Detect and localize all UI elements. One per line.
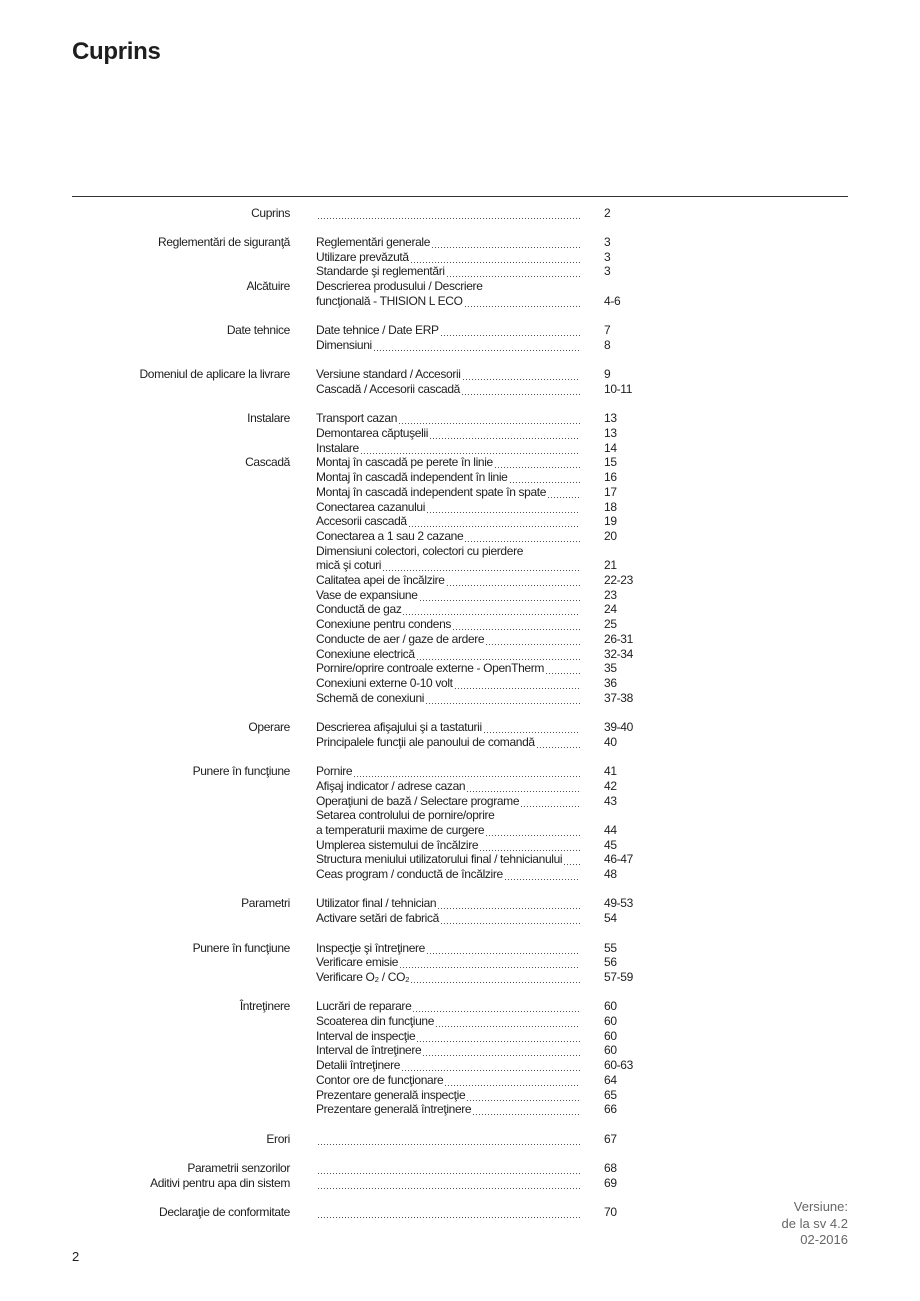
toc-section-label: Parametri [241,896,290,911]
toc-page-number: 3 [604,249,611,264]
toc-entry[interactable] [316,250,580,265]
toc-entry[interactable] [316,206,580,221]
toc-entry-text: Contor ore de funcţionare [316,1072,444,1087]
toc-row [0,411,920,426]
toc-entry-text: Verificare emisie [316,955,399,970]
toc-entry-text: Dimensiuni colectori, colectori cu pierdere [316,543,524,558]
toc-entry[interactable] [316,573,580,588]
toc-row [0,867,920,882]
toc-section-label: Cuprins [251,205,290,220]
dot-leader [382,558,580,573]
dot-leader [426,500,580,515]
toc-row [0,691,920,706]
dot-leader [410,250,580,265]
dot-leader [416,1029,580,1044]
toc-row [0,1132,920,1147]
toc-entry-text: Conducte de aer / gaze de ardere [316,631,485,646]
toc-row [0,1176,920,1191]
toc-entry-text: Montaj în cascadă independent în linie [316,470,508,485]
toc-entry[interactable] [316,896,580,911]
toc-row [0,1014,920,1029]
toc-entry[interactable] [316,852,580,867]
toc-row [0,573,920,588]
toc-row [0,367,920,382]
toc-entry[interactable] [316,661,580,676]
toc-row [0,808,920,823]
toc-section-label: Date tehnice [226,323,290,338]
toc-entry[interactable] [316,764,580,779]
toc-page-number: 68 [604,1161,617,1175]
toc-page-number: 21 [604,558,617,573]
toc-entry-text: Utilizare prevăzută [316,249,409,264]
dot-leader [317,1205,580,1220]
toc-row [0,1073,920,1088]
toc-entry-text: funcţională - THISION L ECO [316,293,463,308]
toc-entry-text: Afişaj indicator / adrese cazan [316,778,466,793]
toc-page-number: 60 [604,999,617,1014]
toc-entry-text: Descrierea produsului / Descriere [316,279,483,293]
toc-entry[interactable] [316,279,580,294]
toc-row [0,852,920,867]
dot-leader [437,896,580,911]
toc-section-label: Întreţinere [239,999,290,1014]
toc-entry[interactable] [316,602,580,617]
dot-leader [563,852,580,867]
toc-entry[interactable] [316,529,580,544]
dot-leader [461,382,580,397]
toc-row [0,455,920,470]
toc-entry[interactable] [316,632,580,647]
toc-page-number: 70 [604,1205,617,1220]
toc-entry[interactable] [316,382,580,397]
toc-entry-text: Date tehnice / Date ERP [316,323,439,338]
toc-section-label: Alcătuire [246,279,290,293]
toc-page-number: 42 [604,778,617,793]
header-divider [72,196,848,197]
toc-entry[interactable] [316,323,580,338]
toc-entry[interactable] [316,558,580,573]
toc-entry-text: Interval de inspecţie [316,1028,416,1043]
toc-row [0,617,920,632]
toc-row [0,1102,920,1117]
toc-entry-text: Interval de întreţinere [316,1043,422,1058]
toc-entry[interactable] [316,1205,580,1220]
toc-row [0,235,920,250]
toc-entry[interactable] [316,1102,580,1117]
dot-leader [446,573,580,588]
toc-entry-text: Dimensiuni [316,337,372,352]
dot-leader [435,1014,580,1029]
dot-leader [401,1058,580,1073]
toc-entry[interactable] [316,470,580,485]
toc-row [0,647,920,662]
toc-page-number: 35 [604,661,617,676]
toc-entry-text: Conexiuni externe 0-10 volt [316,675,453,690]
toc-row [0,250,920,265]
toc-entry-text: Descrierea afişajului şi a tastaturii [316,720,482,734]
toc-page-number: 49-53 [604,896,633,911]
toc-page-number: 40 [604,734,617,749]
toc-section-label: Declaraţie de conformitate [159,1205,290,1220]
dot-leader [402,602,580,617]
toc-row [0,1043,920,1058]
toc-row [0,911,920,926]
toc-entry[interactable] [316,1132,580,1147]
version-number: de la sv 4.2 [781,1215,848,1231]
toc-row [0,1058,920,1073]
toc-entry[interactable] [316,1043,580,1058]
toc-entry-text: Prezentare generală inspecţie [316,1087,466,1102]
toc-page-number: 13 [604,411,617,426]
toc-entry[interactable] [316,294,580,309]
dot-leader [464,529,580,544]
toc-page-number: 41 [604,764,617,779]
toc-page-number: 55 [604,940,617,955]
toc-page-number: 69 [604,1175,617,1190]
dot-leader [410,970,580,985]
toc-entry[interactable] [316,867,580,882]
toc-entry[interactable] [316,720,580,735]
toc-entry-text: Principalele funcţii ale panoului de comandă [316,734,535,749]
toc-entry[interactable] [316,941,580,956]
toc-entry-text: Structura meniului utilizatorului final / tehnicianului [316,852,563,867]
toc-row [0,514,920,529]
toc-page-number: 60-63 [604,1058,633,1073]
toc-page-number: 7 [604,323,611,338]
toc-page-number: 13 [604,426,617,440]
toc-row [0,794,920,809]
toc-entry[interactable] [316,500,580,515]
toc-entry-text: Activare setări de fabrică [316,911,439,926]
toc-row [0,896,920,911]
toc-row [0,970,920,985]
toc-row [0,632,920,647]
toc-page-number: 60 [604,1028,617,1043]
toc-entry[interactable] [316,455,580,470]
dot-leader [462,367,580,382]
page-title: Cuprins [72,38,161,65]
dot-leader [426,941,580,956]
toc-row [0,779,920,794]
dot-leader [466,1088,580,1103]
toc-entry[interactable] [316,1014,580,1029]
dot-leader [504,867,580,882]
toc-entry[interactable] [316,411,580,426]
toc-row [0,338,920,353]
toc-entry[interactable] [316,1176,580,1191]
toc-section-label: Punere în funcţiune [192,764,290,779]
toc-entry-text: Montaj în cascadă independent spate în spate [316,484,547,499]
toc-entry[interactable] [316,676,580,691]
dot-leader [466,779,580,794]
toc-page-number: 44 [604,822,617,837]
toc-row [0,426,920,441]
toc-entry-text: Schemă de conexiuni [316,690,425,705]
toc-page-number: 16 [604,470,617,485]
toc-entry-text: Conectarea a 1 sau 2 cazane [316,528,464,543]
toc-entry-text: Transport cazan [316,411,398,426]
toc-page-number: 56 [604,955,617,970]
toc-entry-text: Pornire/oprire controale externe - OpenTherm [316,661,545,676]
toc-page-number: 26-31 [604,631,633,646]
toc-entry[interactable] [316,1161,580,1176]
toc-row [0,955,920,970]
toc-row [0,999,920,1014]
toc-section-label: Instalare [247,411,290,426]
toc-entry[interactable] [316,514,580,529]
toc-entry[interactable] [316,588,580,603]
toc-row [0,382,920,397]
toc-page-number: 65 [604,1087,617,1102]
toc-entry-text: Reglementări generale [316,234,431,249]
toc-entry-text: Pornire [316,764,353,779]
dot-leader [494,455,580,470]
toc-row [0,1029,920,1044]
dot-leader [547,485,580,500]
toc-page-number: 37-38 [604,690,633,705]
toc-row [0,470,920,485]
dot-leader [317,206,580,221]
toc-entry-text: Standarde şi reglementări [316,264,445,279]
toc-page-number: 48 [604,867,617,881]
toc-entry-text: Conexiune electrică [316,646,415,661]
toc-entry-text: Calitatea apei de încălzire [316,573,445,587]
toc-page-number: 3 [604,264,611,279]
toc-entry[interactable] [316,794,580,809]
toc-row [0,558,920,573]
toc-entry-text: Instalare [316,440,359,455]
toc-page-number: 39-40 [604,720,633,734]
dot-leader [416,647,580,662]
dot-leader [545,661,580,676]
dot-leader [399,955,580,970]
toc-entry-text: Conductă de gaz [316,602,402,617]
toc-row [0,838,920,853]
toc-row [0,279,920,294]
toc-entry-text: Prezentare generală întreţinere [316,1102,472,1117]
toc-section-label: Operare [248,720,290,734]
toc-entry-text: Detalii întreţinere [316,1058,401,1073]
toc-section-label: Aditivi pentru apa din sistem [150,1175,290,1190]
toc-entry-text: Conectarea cazanului [316,499,426,514]
toc-section-label: Erori [266,1131,290,1146]
dot-leader [353,764,580,779]
toc-entry[interactable] [316,235,580,250]
dot-leader [454,676,580,691]
dot-leader [485,823,580,838]
toc-row [0,206,920,221]
dot-leader [440,323,580,338]
toc-entry[interactable] [316,264,580,279]
toc-entry-text: Conexiune pentru condens [316,617,452,632]
toc-entry[interactable] [316,691,580,706]
toc-section-label: Domeniul de aplicare la livrare [139,367,290,382]
dot-leader [429,426,580,441]
toc-row [0,764,920,779]
dot-leader [464,294,580,309]
version-date: 02-2016 [800,1232,848,1247]
toc-row [0,735,920,750]
toc-page-number: 46-47 [604,852,633,867]
toc-entry[interactable] [316,779,580,794]
toc-page-number: 66 [604,1102,617,1117]
dot-leader [422,1043,580,1058]
toc-page-number: 60 [604,1014,617,1028]
toc-row [0,720,920,735]
toc-entry[interactable] [316,1029,580,1044]
toc-entry[interactable] [316,999,580,1014]
dot-leader [440,911,580,926]
dot-leader [419,588,580,603]
toc-entry[interactable] [316,1073,580,1088]
toc-entry[interactable] [316,1058,580,1073]
toc-page-number: 9 [604,367,611,382]
toc-entry-text: Ceas program / conductă de încălzire [316,867,503,881]
dot-leader [425,691,580,706]
toc-row [0,588,920,603]
dot-leader [536,735,580,750]
toc-page-number: 3 [604,234,611,249]
toc-entry[interactable] [316,970,580,985]
toc-entry[interactable] [316,1088,580,1103]
toc-entry[interactable] [316,838,580,853]
toc-entry-text: Accesorii cascadă [316,514,407,529]
toc-row [0,500,920,515]
toc-section-label: Punere în funcţiune [192,940,290,955]
toc-section-label: Reglementări de siguranţă [158,234,290,249]
toc-page-number: 2 [604,205,611,220]
toc-page-number: 43 [604,793,617,808]
dot-leader [444,1073,580,1088]
toc-page-number: 64 [604,1072,617,1087]
toc-section-label: Parametrii senzorilor [187,1161,290,1175]
dot-leader [479,838,580,853]
toc-entry[interactable] [316,808,580,823]
toc-row [0,1088,920,1103]
toc-row [0,529,920,544]
toc-row [0,485,920,500]
toc-entry-text: Verificare O₂ / CO₂ [316,969,410,984]
toc-page-number: 10-11 [604,381,633,396]
toc-entry-text: Vase de expansiune [316,587,418,602]
toc-page-number: 19 [604,514,617,529]
toc-page-number: 67 [604,1131,617,1146]
toc-entry-text: Lucrări de reparare [316,999,412,1014]
toc-entry-text: Umplerea sistemului de încălzire [316,837,479,852]
toc-page-number: 54 [604,911,617,926]
toc-page-number: 25 [604,617,617,632]
dot-leader [485,632,580,647]
toc-row [0,544,920,559]
toc-page-number: 57-59 [604,969,633,984]
toc-page-number: 45 [604,837,617,852]
dot-leader [431,235,580,250]
toc-entry-text: Inspecţie şi întreţinere [316,940,425,955]
toc-page-number: 15 [604,455,617,470]
dot-leader [483,720,580,735]
toc-entry[interactable] [316,617,580,632]
dot-leader [317,1161,580,1176]
dot-leader [317,1176,580,1191]
toc-entry-text: Cascadă / Accesorii cascadă [316,381,460,396]
toc-row [0,1161,920,1176]
toc-row [0,264,920,279]
toc-page-number: 23 [604,587,617,602]
version-label: Versiune: [793,1199,848,1214]
dot-leader [472,1102,580,1117]
toc-entry[interactable] [316,911,580,926]
toc-entry-text: Operaţiuni de bază / Selectare programe [316,793,520,808]
toc-row [0,323,920,338]
toc-page-number: 20 [604,528,617,543]
toc-entry[interactable] [316,426,580,441]
dot-leader [509,470,580,485]
dot-leader [317,1132,580,1147]
toc-entry-text: Utilizator final / tehnician [316,896,437,911]
toc-page-number: 60 [604,1043,617,1058]
toc-section-label: Cascadă [245,455,290,470]
toc-entry-text: Demontarea căptuşelii [316,426,429,440]
toc-entry-text: Montaj în cascadă pe perete în linie [316,455,493,470]
toc-entry[interactable] [316,544,580,559]
dot-leader [520,794,580,809]
toc-page-number: 36 [604,675,617,690]
toc-row [0,941,920,956]
toc-row [0,602,920,617]
dot-leader [412,999,580,1014]
toc-page-number: 17 [604,484,617,499]
dot-leader [398,411,580,426]
toc-entry-text: Setarea controlului de pornire/oprire [316,808,495,823]
toc-entry-text: Scoaterea din funcţiune [316,1014,435,1028]
toc-row [0,294,920,309]
toc-row [0,676,920,691]
toc-entry[interactable] [316,647,580,662]
toc-page-number: 22-23 [604,573,633,587]
toc-row [0,661,920,676]
dot-leader [408,514,580,529]
dot-leader [360,441,580,456]
toc-row [0,441,920,456]
toc-entry-text: Versiune standard / Accesorii [316,367,461,382]
toc-entry-text: a temperaturii maxime de curgere [316,822,485,837]
toc-page-number: 4-6 [604,293,621,308]
toc-entry[interactable] [316,367,580,382]
toc-entry[interactable] [316,955,580,970]
version-info [782,1199,849,1249]
toc-row [0,823,920,838]
toc-entry[interactable] [316,485,580,500]
toc-entry-text: mică şi coturi [316,558,382,573]
toc-page-number: 14 [604,440,617,455]
toc-page-number: 32-34 [604,646,633,661]
dot-leader [446,264,580,279]
toc-entry[interactable] [316,823,580,838]
toc-page-number: 18 [604,499,617,514]
toc-entry[interactable] [316,338,580,353]
toc-entry[interactable] [316,735,580,750]
toc-page-number: 8 [604,337,611,352]
dot-leader [373,338,580,353]
page-number: 2 [72,1249,80,1264]
toc-page-number: 24 [604,602,617,617]
toc-entry[interactable] [316,441,580,456]
dot-leader [452,617,580,632]
